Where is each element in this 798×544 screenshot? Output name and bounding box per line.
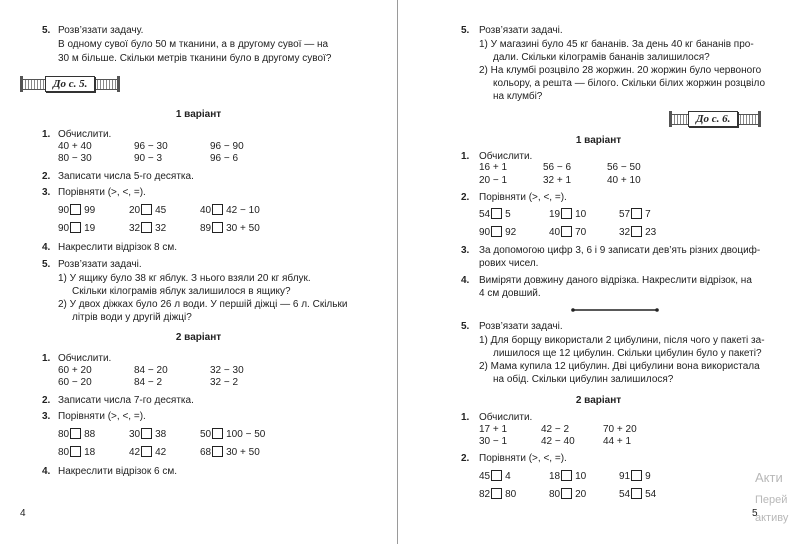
- task-label: Обчислити.: [479, 412, 533, 423]
- comparison: [200, 222, 260, 235]
- section-banner: [20, 76, 120, 92]
- expression-row: [58, 376, 238, 389]
- answer-box[interactable]: [491, 470, 502, 481]
- comparison-right: 80: [505, 489, 517, 500]
- expression: 96 − 30: [134, 141, 168, 152]
- task-label: Обчислити.: [479, 151, 533, 162]
- answer-box[interactable]: [212, 222, 223, 233]
- answer-box[interactable]: [631, 470, 642, 481]
- comparison-right: 92: [505, 227, 517, 238]
- comparison-left: 90: [58, 223, 70, 234]
- comparison-right: 5: [505, 209, 511, 220]
- comparison-left: 32: [619, 227, 631, 238]
- problem-text: 2) У двох діжках було 26 л води. У першій діжці — 6 л. Скільки: [58, 299, 348, 310]
- task-title: Розв’язати задачу.: [58, 25, 144, 36]
- comparison-left: 45: [479, 471, 491, 482]
- task-number: 5.: [42, 25, 51, 36]
- comparison-row: [58, 428, 283, 441]
- task-number: 5.: [461, 25, 470, 36]
- comparison-left: 18: [549, 471, 561, 482]
- page-number: 4: [20, 508, 26, 519]
- expression: 60 + 20: [58, 365, 92, 376]
- comparison-left: 80: [549, 489, 561, 500]
- task-text-line: В одному сувої було 50 м тканини, а в другому сувої — на: [58, 39, 329, 50]
- expression: 90 − 3: [134, 153, 163, 164]
- comparison-left: 54: [619, 489, 631, 500]
- problem-text: на клумбі?: [493, 91, 543, 102]
- comparison-row: [58, 446, 278, 459]
- comparison-left: 80: [58, 429, 70, 440]
- comparison-right: 9: [645, 471, 651, 482]
- answer-box[interactable]: [141, 428, 152, 439]
- task-label: Порівняти (>, <, =).: [479, 453, 567, 464]
- variant-heading: 2 варіант: [575, 395, 622, 406]
- task-text-line: 30 м більше. Скільки метрів тканини було в другому сувої?: [58, 53, 332, 64]
- comparison-left: 91: [619, 471, 631, 482]
- comparison-right: 42 − 10: [226, 205, 260, 216]
- left-page: [0, 0, 397, 544]
- answer-box[interactable]: [70, 428, 81, 439]
- answer-box[interactable]: [491, 488, 502, 499]
- expression: 60 − 20: [58, 377, 92, 388]
- answer-box[interactable]: [631, 488, 642, 499]
- comparison-right: 42: [155, 447, 167, 458]
- expression-row: [479, 161, 641, 174]
- answer-box[interactable]: [70, 204, 81, 215]
- task-label: Накреслити відрізок 8 см.: [58, 242, 177, 253]
- comparison-right: 19: [84, 223, 96, 234]
- comparison: [479, 488, 531, 501]
- task-number: 5.: [42, 259, 51, 270]
- expression: 42 − 40: [541, 436, 575, 447]
- problem-text: Скільки кілограмів яблук залишилося в ящику?: [72, 286, 291, 297]
- task-number: 4.: [461, 275, 470, 286]
- expression: 84 − 20: [134, 365, 168, 376]
- task-label: Порівняти (>, <, =).: [58, 187, 146, 198]
- answer-box[interactable]: [212, 446, 223, 457]
- expression: 30 − 1: [479, 436, 508, 447]
- comparison-left: 19: [549, 209, 561, 220]
- comparison: [619, 470, 651, 483]
- variant-heading: 2 варіант: [175, 332, 222, 343]
- comparison: [129, 446, 182, 459]
- comparison-row: [479, 470, 669, 483]
- expression: 40 + 10: [607, 175, 641, 186]
- task-number: 2.: [461, 453, 470, 464]
- comparison-row: [58, 204, 278, 217]
- problem-text: на обід. Скільки цибулин залишилося?: [493, 374, 674, 385]
- comparison-left: 30: [129, 429, 141, 440]
- comparison: [200, 428, 265, 441]
- expression-row: [58, 152, 238, 165]
- expression: 32 − 30: [210, 365, 244, 376]
- comparison-left: 40: [200, 205, 212, 216]
- task-text-line: рових чисел.: [479, 258, 539, 269]
- expression: 96 − 90: [210, 141, 244, 152]
- answer-box[interactable]: [561, 488, 572, 499]
- section-banner-label: До с. 5.: [45, 76, 95, 92]
- comparison: [479, 470, 531, 483]
- comparison: [200, 446, 260, 459]
- comparison: [129, 428, 182, 441]
- task-label: Обчислити.: [58, 353, 112, 364]
- comparison-right: 4: [505, 471, 511, 482]
- comparison-right: 10: [575, 209, 587, 220]
- problem-text: лишилося ще 12 цибулин. Скільки цибулин було у пакеті?: [493, 348, 762, 359]
- answer-box[interactable]: [561, 208, 572, 219]
- answer-box[interactable]: [212, 204, 223, 215]
- watermark-line: Перей: [755, 494, 788, 506]
- answer-box[interactable]: [70, 446, 81, 457]
- task-label: Записати числа 7-го десятка.: [58, 395, 194, 406]
- comparison: [549, 226, 601, 239]
- comparison-left: 54: [479, 209, 491, 220]
- task-label: Порівняти (>, <, =).: [479, 192, 567, 203]
- comparison-row: [479, 488, 674, 501]
- comparison: [549, 470, 601, 483]
- problem-text: 2) Мама купила 12 цибулин. Дві цибулини вона використала: [479, 361, 760, 372]
- section-banner: [669, 111, 761, 127]
- comparison-right: 23: [645, 227, 657, 238]
- comparison: [58, 204, 111, 217]
- expression: 70 + 20: [603, 424, 637, 435]
- task-label: Накреслити відрізок 6 см.: [58, 466, 177, 477]
- comparison-left: 50: [200, 429, 212, 440]
- comparison: [549, 488, 601, 501]
- page-divider: [397, 0, 398, 544]
- task-label: Розв’язати задачі.: [479, 321, 563, 332]
- variant-heading: 1 варіант: [575, 135, 622, 146]
- comparison-right: 45: [155, 205, 167, 216]
- comparison-left: 90: [58, 205, 70, 216]
- task-label: Записати числа 5-го десятка.: [58, 171, 194, 182]
- expression: 96 − 6: [210, 153, 239, 164]
- comparison: [619, 226, 656, 239]
- problem-text: 2) На клумбі розцвіло 28 жоржин. 20 жоржин було червоного: [479, 65, 762, 76]
- comparison-right: 54: [645, 489, 657, 500]
- expression: 17 + 1: [479, 424, 508, 435]
- comparison-left: 32: [129, 223, 141, 234]
- comparison: [58, 222, 111, 235]
- task-number: 2.: [42, 395, 51, 406]
- task-number: 2.: [461, 192, 470, 203]
- comparison-left: 80: [58, 447, 70, 458]
- expression: 42 − 2: [541, 424, 570, 435]
- right-page: [399, 0, 798, 544]
- comparison: [619, 208, 651, 221]
- answer-box[interactable]: [631, 208, 642, 219]
- comparison-left: 20: [129, 205, 141, 216]
- comparison: [619, 488, 656, 501]
- task-label: Порівняти (>, <, =).: [58, 411, 146, 422]
- expression: 32 + 1: [543, 175, 572, 186]
- comparison-left: 89: [200, 223, 212, 234]
- expression: 56 − 6: [543, 162, 572, 173]
- comparison-left: 68: [200, 447, 212, 458]
- comparison-row: [479, 208, 669, 221]
- task-number: 4.: [42, 242, 51, 253]
- answer-box[interactable]: [561, 226, 572, 237]
- comparison-right: 99: [84, 205, 96, 216]
- comparison: [549, 208, 601, 221]
- problem-text: кольору, а решта — білого. Скільки білих жоржин розцвіло: [493, 78, 766, 89]
- answer-box[interactable]: [141, 446, 152, 457]
- task-title: Розв’язати задачі.: [479, 25, 563, 36]
- comparison-row: [479, 226, 674, 239]
- expression: 44 + 1: [603, 436, 632, 447]
- answer-box[interactable]: [561, 470, 572, 481]
- variant-heading: 1 варіант: [175, 109, 222, 120]
- task-number: 3.: [42, 411, 51, 422]
- answer-box[interactable]: [141, 222, 152, 233]
- task-number: 3.: [42, 187, 51, 198]
- problem-text: 1) У магазині було 45 кг бананів. За день 40 кг бананів про-: [479, 39, 754, 50]
- comparison-right: 32: [155, 223, 167, 234]
- watermark-line: активу: [755, 512, 789, 524]
- expression: 84 − 2: [134, 377, 163, 388]
- task-number: 4.: [42, 466, 51, 477]
- expression: 16 + 1: [479, 162, 508, 173]
- watermark-line: Акти: [755, 470, 783, 485]
- comparison-right: 7: [645, 209, 651, 220]
- task-number: 1.: [42, 129, 51, 140]
- task-number: 3.: [461, 245, 470, 256]
- answer-box[interactable]: [212, 428, 223, 439]
- comparison: [479, 208, 531, 221]
- task-number: 1.: [461, 151, 470, 162]
- comparison-right: 10: [575, 471, 587, 482]
- task-number: 5.: [461, 321, 470, 332]
- comparison-left: 42: [129, 447, 141, 458]
- answer-box[interactable]: [631, 226, 642, 237]
- task-text-line: 4 см довший.: [479, 288, 541, 299]
- comparison: [200, 204, 260, 217]
- expression: 20 − 1: [479, 175, 508, 186]
- comparison-right: 88: [84, 429, 96, 440]
- expression: 56 − 50: [607, 162, 641, 173]
- comparison-right: 30 + 50: [226, 223, 260, 234]
- comparison-right: 70: [575, 227, 587, 238]
- answer-box[interactable]: [491, 208, 502, 219]
- answer-box[interactable]: [141, 204, 152, 215]
- task-text-line: За допомогою цифр 3, 6 і 9 записати дев’ять різних двоциф-: [479, 245, 761, 256]
- problem-text: дали. Скільки кілограмів бананів залишилося?: [493, 52, 710, 63]
- comparison-row: [58, 222, 278, 235]
- comparison: [479, 226, 531, 239]
- page-number: 5: [752, 508, 758, 519]
- answer-box[interactable]: [70, 222, 81, 233]
- comparison-left: 40: [549, 227, 561, 238]
- problem-text: літрів води у другій діжці?: [72, 312, 192, 323]
- task-label: Обчислити.: [58, 129, 112, 140]
- comparison-right: 30 + 50: [226, 447, 260, 458]
- problem-text: 1) Для борщу використали 2 цибулини, після чого у пакеті за-: [479, 335, 765, 346]
- expression: 40 + 40: [58, 141, 92, 152]
- task-number: 1.: [461, 412, 470, 423]
- expression-row: [479, 435, 631, 448]
- comparison: [129, 204, 182, 217]
- expression-row: [479, 174, 641, 187]
- answer-box[interactable]: [491, 226, 502, 237]
- comparison-right: 100 − 50: [226, 429, 266, 440]
- comparison-left: 57: [619, 209, 631, 220]
- measure-segment: [569, 306, 661, 314]
- problem-text: 1) У ящику було 38 кг яблук. З нього взяли 20 кг яблук.: [58, 273, 311, 284]
- task-number: 1.: [42, 353, 51, 364]
- comparison-left: 82: [479, 489, 491, 500]
- comparison-right: 38: [155, 429, 167, 440]
- expression: 32 − 2: [210, 377, 239, 388]
- task-label: Розв’язати задачі.: [58, 259, 142, 270]
- section-banner-label: До с. 6.: [688, 111, 738, 127]
- comparison-left: 90: [479, 227, 491, 238]
- expression: 80 − 30: [58, 153, 92, 164]
- comparison-right: 20: [575, 489, 587, 500]
- comparison-right: 18: [84, 447, 96, 458]
- comparison: [129, 222, 182, 235]
- comparison: [58, 428, 111, 441]
- task-text-line: Виміряти довжину даного відрізка. Накреслити відрізок, на: [479, 275, 752, 286]
- task-number: 2.: [42, 171, 51, 182]
- comparison: [58, 446, 111, 459]
